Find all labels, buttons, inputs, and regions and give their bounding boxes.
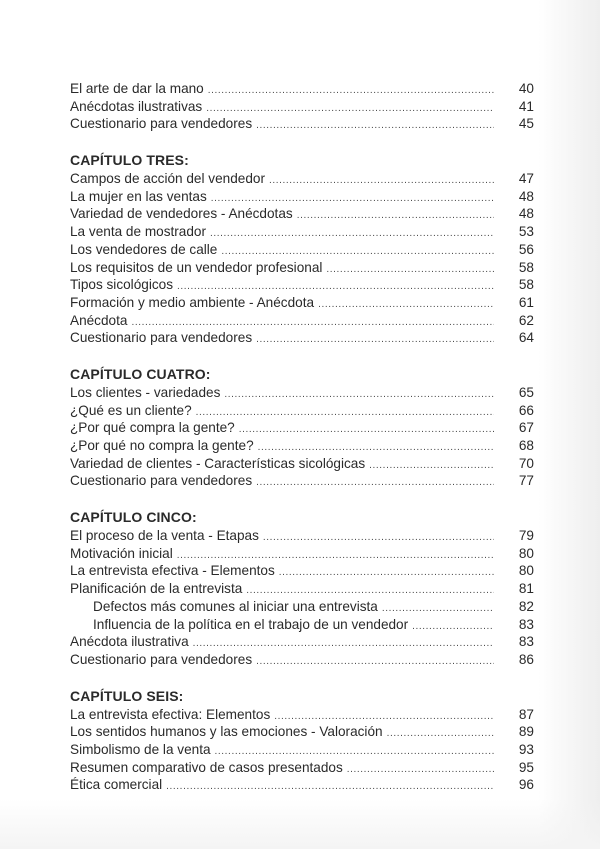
- toc-section: [70, 80, 534, 133]
- dot-leader: [369, 457, 494, 475]
- toc-entry-title: Formación y medio ambiente - Anécdota: [70, 294, 315, 310]
- dot-leader: [318, 296, 494, 314]
- toc-entry: [70, 294, 534, 312]
- dot-leader: [347, 761, 494, 779]
- toc-entry: [70, 580, 534, 598]
- toc-entry: [70, 437, 534, 455]
- toc-entry-page-number: 77: [518, 473, 534, 489]
- toc-entry-title: Tipos sicológicos: [70, 277, 174, 293]
- dot-leader: [256, 331, 494, 349]
- toc-entry-page-number: 80: [518, 545, 534, 561]
- table-of-contents: [70, 80, 534, 812]
- toc-entry: [70, 80, 534, 98]
- toc-entry-title: Los sentidos humanos y las emociones - Valoración: [70, 724, 383, 740]
- toc-entry-title: Anécdota ilustrativa: [70, 634, 189, 650]
- toc-entry-title: ¿Por qué no compra la gente?: [70, 438, 254, 453]
- toc-entry-title: Cuestionario para vendedores: [70, 473, 253, 489]
- toc-entry-page-number: 79: [518, 528, 534, 544]
- toc-entry-page-number: 83: [518, 616, 534, 632]
- dot-leader: [239, 421, 494, 439]
- toc-entry-page-number: 65: [518, 384, 534, 400]
- toc-entry-page-number: 86: [518, 651, 534, 667]
- toc-entry: [70, 312, 534, 330]
- toc-entry-title: Los vendedores de calle: [70, 241, 218, 257]
- dot-leader: [166, 778, 494, 796]
- toc-entry-title: ¿Qué es un cliente?: [70, 402, 192, 418]
- toc-entry: [70, 651, 534, 669]
- toc-entry-title: Variedad de clientes - Características sicológicas: [70, 455, 366, 471]
- toc-entry: [70, 633, 534, 651]
- toc-entry-title: Los requisitos de un vendedor profesional: [70, 259, 323, 275]
- dot-leader: [412, 618, 494, 636]
- dot-leader: [297, 207, 494, 225]
- toc-entry-page-number: 70: [518, 455, 534, 471]
- dot-leader: [210, 225, 494, 243]
- toc-entry-page-number: 56: [518, 241, 534, 257]
- toc-entry: [70, 98, 534, 116]
- toc-entry: [70, 241, 534, 259]
- toc-entry-page-number: 87: [518, 706, 534, 722]
- page-edge-shading: [538, 0, 600, 849]
- toc-entry-title: Simbolismo de la venta: [70, 741, 211, 757]
- toc-entry: [70, 545, 534, 563]
- toc-entry-page-number: 58: [518, 259, 534, 275]
- toc-entry-title: El arte de dar la mano: [70, 81, 204, 96]
- toc-entry: [70, 598, 534, 616]
- chapter-heading: CAPÍTULO TRES:: [70, 152, 189, 169]
- toc-entry-page-number: 47: [518, 171, 534, 187]
- toc-entry: [70, 205, 534, 223]
- toc-entry-page-number: 67: [518, 420, 534, 436]
- toc-entry: [70, 419, 534, 437]
- toc-entry: [70, 384, 534, 402]
- dot-leader: [326, 261, 494, 279]
- toc-entry-page-number: 62: [518, 312, 534, 328]
- toc-entry-page-number: 89: [518, 724, 534, 740]
- toc-entry-page-number: 40: [518, 81, 534, 96]
- toc-entry: [70, 741, 534, 759]
- dot-leader: [256, 117, 494, 135]
- toc-entry-title: Cuestionario para vendedores: [70, 651, 253, 667]
- dot-leader: [208, 82, 494, 100]
- toc-entry-title: Resumen comparativo de casos presentados: [70, 759, 343, 775]
- toc-entry-page-number: 48: [518, 188, 534, 204]
- toc-section: [70, 365, 534, 490]
- toc-entry-title: Influencia de la política en el trabajo de un vendedor: [93, 616, 409, 632]
- toc-entry: [70, 259, 534, 277]
- toc-entry-title: La mujer en las ventas: [70, 188, 207, 204]
- toc-section: [70, 151, 534, 347]
- toc-section: [70, 687, 534, 794]
- toc-entry-page-number: 80: [518, 563, 534, 579]
- dot-leader: [269, 172, 494, 190]
- toc-entry-title: Planificación de la entrevista: [70, 581, 243, 597]
- toc-entry: [70, 402, 534, 420]
- dot-leader: [279, 564, 494, 582]
- dot-leader: [224, 386, 494, 404]
- dot-leader: [196, 404, 494, 422]
- chapter-heading: CAPÍTULO CINCO:: [70, 509, 197, 526]
- dot-leader: [256, 474, 494, 492]
- toc-entry-page-number: 82: [518, 598, 534, 614]
- toc-entry: [70, 329, 534, 347]
- toc-entry-page-number: 83: [518, 634, 534, 650]
- toc-entry-title: La entrevista efectiva - Elementos: [70, 563, 275, 579]
- toc-entry-title: La venta de mostrador: [70, 224, 207, 240]
- toc-entry-page-number: 95: [518, 759, 534, 775]
- toc-entry-page-number: 58: [518, 277, 534, 293]
- toc-entry-title: Cuestionario para vendedores: [70, 116, 253, 132]
- dot-leader: [256, 653, 494, 671]
- toc-entry-title: La entrevista efectiva: Elementos: [70, 706, 271, 722]
- chapter-heading: CAPÍTULO SEIS:: [70, 687, 184, 704]
- toc-entry-page-number: 45: [518, 116, 534, 132]
- toc-entry-page-number: 64: [518, 330, 534, 346]
- toc-entry-page-number: 66: [518, 402, 534, 418]
- toc-entry: [70, 616, 534, 634]
- toc-entry: [70, 170, 534, 188]
- toc-entry-page-number: 68: [518, 438, 534, 453]
- dot-leader: [387, 725, 494, 743]
- toc-entry-page-number: 48: [518, 206, 534, 222]
- toc-entry: [70, 562, 534, 580]
- toc-entry: [70, 188, 534, 206]
- toc-entry: [70, 455, 534, 473]
- toc-entry: [70, 223, 534, 241]
- toc-entry-page-number: 41: [518, 98, 534, 114]
- toc-entry-page-number: 96: [518, 777, 534, 793]
- chapter-heading: CAPÍTULO CUATRO:: [70, 365, 211, 382]
- toc-entry: [70, 759, 534, 777]
- toc-entry-title: Los clientes - variedades: [70, 384, 221, 400]
- toc-entry: [70, 276, 534, 294]
- toc-entry-title: El proceso de la venta - Etapas: [70, 528, 259, 544]
- toc-entry: [70, 115, 534, 133]
- toc-entry: [70, 472, 534, 490]
- toc-entry-title: Defectos más comunes al iniciar una entrevista: [93, 598, 378, 614]
- toc-entry-title: Variedad de vendedores - Anécdotas: [70, 206, 293, 222]
- toc-entry: [70, 527, 534, 545]
- toc-entry-page-number: 61: [518, 294, 534, 310]
- toc-section: [70, 508, 534, 669]
- dot-leader: [263, 529, 494, 547]
- toc-entry: [70, 723, 534, 741]
- toc-entry: [70, 776, 534, 794]
- toc-entry-title: ¿Por qué compra la gente?: [70, 420, 235, 436]
- toc-entry-title: Cuestionario para vendedores: [70, 330, 253, 346]
- toc-entry-title: Motivación inicial: [70, 545, 173, 561]
- toc-entry-title: Anécdota: [70, 312, 128, 328]
- toc-entry-title: Anécdotas ilustrativas: [70, 98, 203, 114]
- toc-entry-page-number: 93: [518, 741, 534, 757]
- toc-entry-page-number: 53: [518, 224, 534, 240]
- toc-entry-title: Ética comercial: [70, 777, 163, 793]
- toc-entry-title: Campos de acción del vendedor: [70, 171, 265, 187]
- toc-entry-page-number: 81: [518, 581, 534, 597]
- toc-entry: [70, 706, 534, 724]
